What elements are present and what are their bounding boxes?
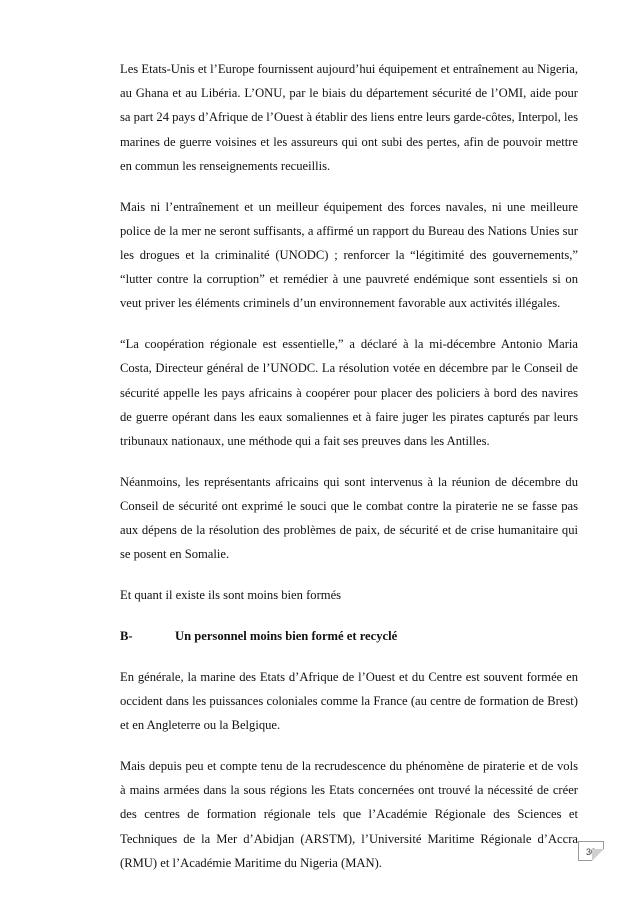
section-heading (120, 624, 578, 648)
section-number: B- (120, 629, 133, 644)
paragraph-regional-cooperation: “La coopération régionale est essentielle,” a déclaré à la mi-décembre Antonio Maria Costa, Directeur général de l’UNODC. La résolution votée en décembre par le Conseil de sécurité appelle les pays africains à coopérer pour placer des policiers à bord des navires de guerre opérant dans les eaux somaliennes et à faire juger les pirates capturés par leurs tribunaux nationaux, une méthode qui a fait ses preuves dans les Antilles. (120, 337, 578, 449)
page-curl-icon (592, 849, 604, 861)
paragraph-training-equipment: Les Etats-Unis et l’Europe fournissent aujourd’hui équipement et entraînement au Nigeria, au Ghana et au Libéria. L’ONU, par le biais du département sécurité de l’OMI, aide pour sa part 24 pays d’Afrique de l’Ouest à établir des liens entre leurs garde-côtes, Interpol, les marines de guerre voisines et les assureurs qui ont subi des pertes, afin de pouvoir mettre en commun les renseignements recueillis. (120, 62, 578, 173)
paragraph-regional-centers: Mais depuis peu et compte tenu de la recrudescence du phénomène de piraterie et de vols à mains armées dans la sous régions les Etats concernées ont trouvé la nécessité de créer des centres de formation régionale tels que l’Académie Régionale des Sciences et Techniques de la Mer d’Abidjan (ARSTM), l’Université Maritime Régionale d’Accra (RMU) et l’Académie Maritime du Nigeria (MAN). (120, 759, 578, 870)
paragraph-colonial-training: En générale, la marine des Etats d’Afrique de l’Ouest et du Centre est souvent formée en occident dans les puissances coloniales comme la France (au centre de formation de Brest) et en Angleterre ou la Belgique. (120, 669, 578, 733)
paragraph-african-representatives: Néanmoins, les représentants africains qui sont intervenus à la réunion de décembre du Conseil de sécurité ont exprimé le souci que le combat contre la piraterie ne se fasse pas aux dépens de la résolution des problèmes de paix, de sécurité et de crise humanitaire qui se posent en Somalie. (120, 474, 578, 562)
section-title: Un personnel moins bien formé et recyclé (175, 629, 398, 644)
paragraph-less-trained: Et quant il existe ils sont moins bien formés (120, 588, 342, 603)
page-number-badge (578, 841, 604, 861)
page-number: 30 (585, 847, 596, 857)
paragraph-naval-forces: Mais ni l’entraînement et un meilleur équipement des forces navales, ni une meilleure police de la mer ne seront suffisants, a affirmé un rapport du Bureau des Nations Unies sur les drogues et la criminalité (UNODC) ; renforcer la “légitimité des gouvernements,” “lutter contre la corruption” et remédier à une pauvreté endémique sont essentiels si on veut priver les éléments criminels d’un environnement favorable aux activités illégales. (120, 199, 578, 311)
document-body (120, 57, 578, 892)
